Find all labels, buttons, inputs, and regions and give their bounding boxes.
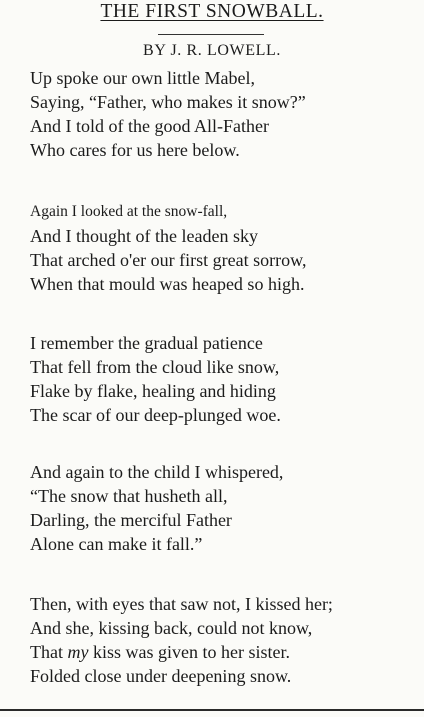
stanza-2 — [30, 200, 306, 296]
poem-line: Again I looked at the snow-fall, — [30, 203, 228, 220]
poem-line: That my kiss was given to her sister. — [30, 642, 290, 662]
poem-line: That arched o'er our first great sorrow, — [30, 250, 307, 270]
poem-line: I remember the gradual patience — [30, 333, 263, 353]
stanza-4 — [30, 460, 283, 556]
poem-line: Folded close under deepening snow. — [30, 666, 292, 686]
stanza-3 — [30, 331, 281, 427]
poem-line: Alone can make it fall.” — [30, 534, 203, 554]
poem-title: THE FIRST SNOWBALL. — [100, 1, 324, 22]
poem-line: That fell from the cloud like snow, — [30, 357, 280, 377]
bottom-rule — [0, 709, 424, 711]
poem-line: Then, with eyes that saw not, I kissed her; — [30, 594, 333, 614]
poem-line: The scar of our deep-plunged woe. — [30, 405, 281, 425]
poem-line: Who cares for us here below. — [30, 140, 240, 160]
poem-line: Flake by flake, healing and hiding — [30, 381, 276, 401]
stanza-1 — [30, 66, 306, 162]
poem-line: And she, kissing back, could not know, — [30, 618, 313, 638]
poem-line: Darling, the merciful Father — [30, 510, 232, 530]
title-divider — [158, 34, 264, 35]
poem-byline: BY J. R. LOWELL. — [143, 42, 281, 59]
poem-line: Up spoke our own little Mabel, — [30, 68, 255, 88]
stanza-5 — [30, 592, 333, 688]
poem-line: And I thought of the leaden sky — [30, 226, 258, 246]
poem-line: When that mould was heaped so high. — [30, 274, 305, 294]
poem-line: And again to the child I whispered, — [30, 462, 284, 482]
poem-line: “The snow that husheth all, — [30, 486, 228, 506]
poem-line: And I told of the good All-Father — [30, 116, 269, 136]
poem-line: Saying, “Father, who makes it snow?” — [30, 92, 306, 112]
